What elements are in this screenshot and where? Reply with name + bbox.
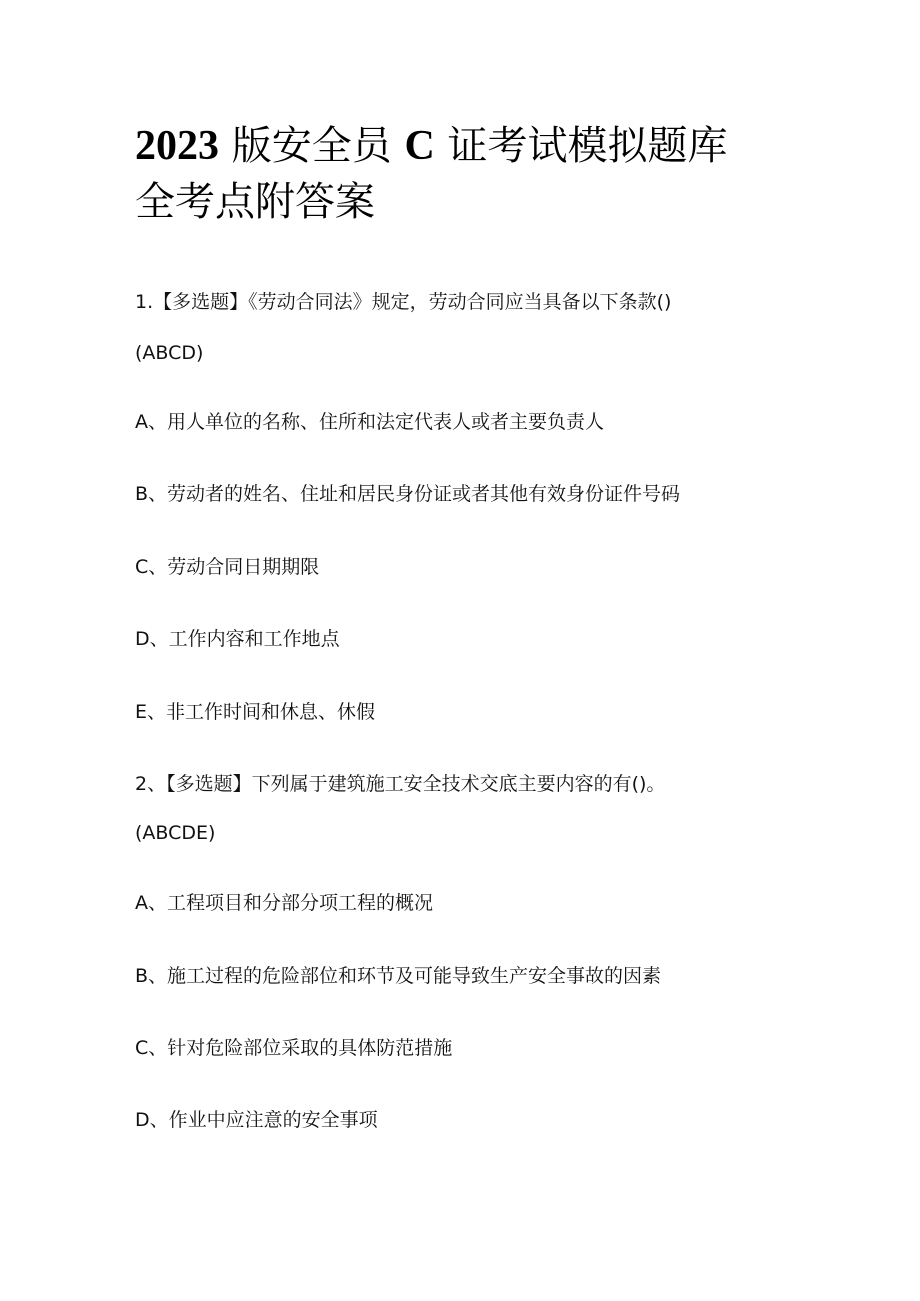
- question-2-answer: (ABCDE): [135, 822, 216, 844]
- title-letter: C: [404, 123, 435, 169]
- question-2-option-c: C、针对危险部位采取的具体防范措施: [135, 1037, 453, 1059]
- question-1-option-b: B、劳动者的姓名、住址和居民身份证或者其他有效身份证件号码: [135, 483, 681, 505]
- title-text-b: 证考试模拟题库: [447, 123, 728, 169]
- question-1-option-a: A、用人单位的名称、住所和法定代表人或者主要负责人: [135, 411, 604, 433]
- question-1-option-d: D、工作内容和工作地点: [135, 628, 340, 650]
- question-2-option-b: B、施工过程的危险部位和环节及可能导致生产安全事故的因素: [135, 965, 662, 987]
- document-title: [135, 118, 795, 230]
- question-1-stem: 1.【多选题】《劳动合同法》规定，劳动合同应当具备以下条款(): [135, 291, 672, 313]
- question-1-answer: (ABCD): [135, 342, 204, 364]
- title-text-a: 版安全员: [231, 123, 392, 169]
- question-2-option-a: A、工程项目和分部分项工程的概况: [135, 892, 433, 914]
- question-2-stem: 2、【多选题】下列属于建筑施工安全技术交底主要内容的有()。: [135, 773, 666, 795]
- title-line-1: [135, 118, 795, 174]
- question-2-option-d: D、作业中应注意的安全事项: [135, 1109, 378, 1131]
- title-year: 2023: [135, 123, 219, 169]
- question-1-option-e: E、非工作时间和休息、休假: [135, 701, 376, 723]
- title-line-2: 全考点附答案: [135, 179, 375, 225]
- question-1-option-c: C、劳动合同日期期限: [135, 556, 320, 578]
